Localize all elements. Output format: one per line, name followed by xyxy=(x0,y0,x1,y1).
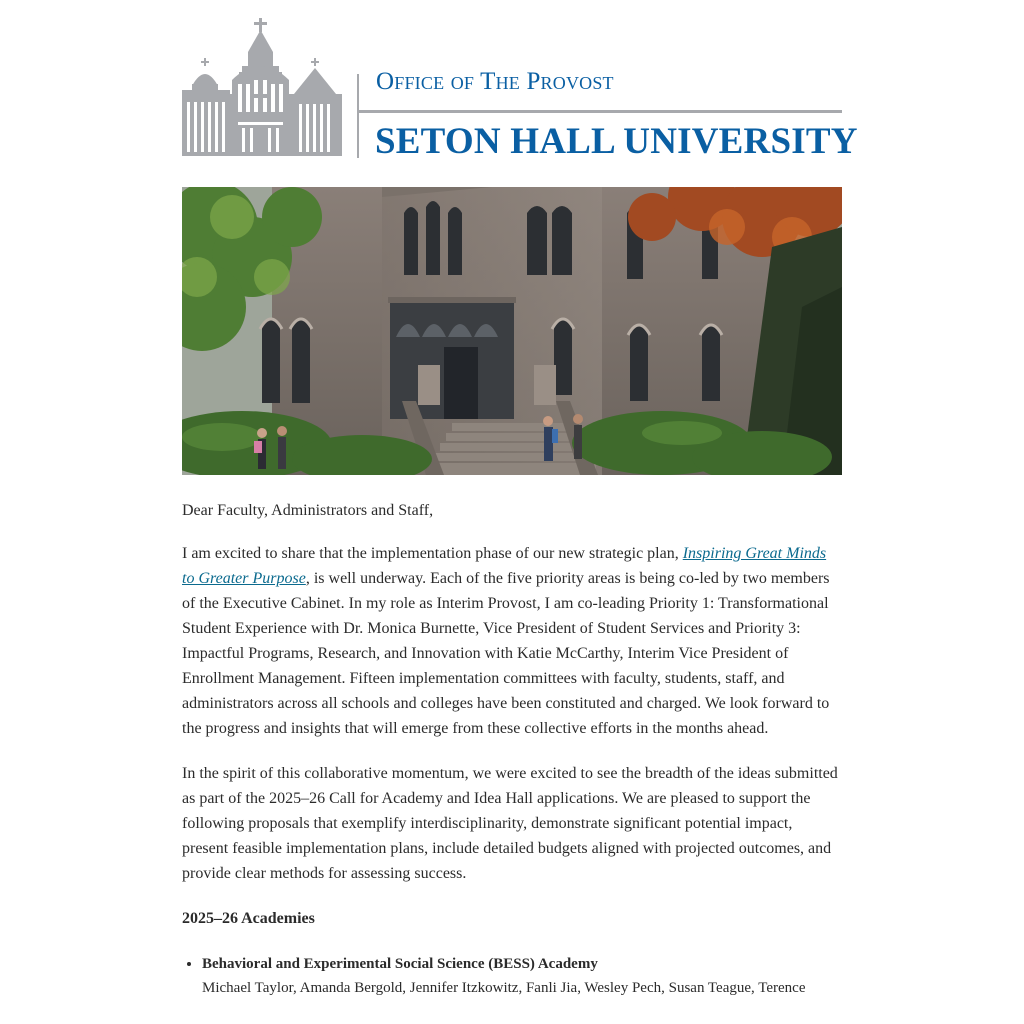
paragraph-strategic-plan xyxy=(182,541,842,741)
p1-rest-text: , is well underway. Each of the five priority areas is being co-led by two members of the Executive Cabinet. In my role as Interim Provost, I am co-leading Priority 1: Transformational Student Experience with Dr. Monica Burnette, Vice President of Student Services and Priority 3: Impactful Programs, Research, and Innovation with Katie McCarthy, Interim Vice President of Enrollment Management. Fifteen implementation committees with faculty, students, staff, and administrators across all schools and colleges have been constituted and charged. We look forward to the progress and insights that will emerge from these collective efforts in the months ahead. xyxy=(182,570,830,737)
logo-rule xyxy=(359,110,842,113)
strategic-plan-link[interactable]: Inspiring Great Minds to Greater Purpose xyxy=(182,545,827,587)
university-name: SETON HALL UNIVERSITY xyxy=(375,121,858,162)
campus-building-illustration xyxy=(182,187,842,475)
academy-members: Michael Taylor, Amanda Bergold, Jennifer Itzkowitz, Fanli Jia, Wesley Pech, Susan Teague, Terence xyxy=(202,980,806,996)
email-content xyxy=(182,0,858,1010)
paragraph-call-for-applications: In the spirit of this collaborative momentum, we were excited to see the breadth of the ideas submitted as part of the 2025–26 Call for Academy and Idea Hall applications. We are pleased to support the following proposals that exemplify interdisciplinarity, demonstrate significant potential impact, present feasible implementation plans, include detailed budgets aligned with projected outcomes, and provide clear methods for assessing success. xyxy=(182,765,838,882)
letter-body xyxy=(182,475,842,1000)
seton-hall-church-logo-icon xyxy=(182,18,342,158)
office-of-the-provost-label: Office of The Provost xyxy=(376,68,614,95)
provost-header xyxy=(182,0,858,187)
academy-title: • Behavioral and Experimental Social Science (BESS) Academy xyxy=(202,956,598,972)
logo-divider xyxy=(357,74,359,158)
greeting: Dear Faculty, Administrators and Staff, xyxy=(182,502,434,519)
hero-campus-image xyxy=(182,187,842,475)
p1-intro-text: I am excited to share that the implementation phase of our new strategic plan, xyxy=(182,545,683,562)
list-item xyxy=(202,951,842,1000)
academies-list xyxy=(182,951,842,1000)
academies-heading: 2025–26 Academies xyxy=(182,910,315,927)
